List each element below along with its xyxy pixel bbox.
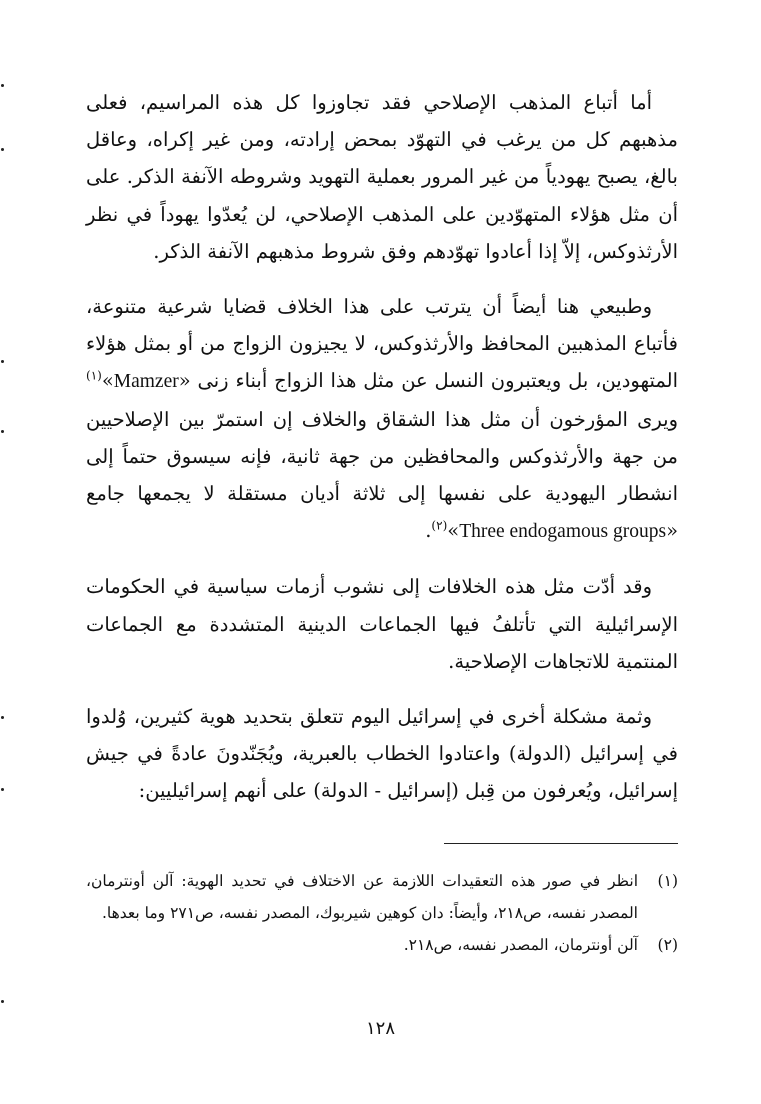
- paragraph: وثمة مشكلة أخرى في إسرائيل اليوم تتعلق بتحديد هوية كثيرين، وُلدوا في إسرائيل (الدولة) واعتادوا الخطاب بالعبرية، ويُجَنّدونَ عادةً في جيش إسرائيل، ويُعرفون من قِبل (إسرائيل - الدولة) على أنهم إسرائيليين:: [86, 705, 678, 803]
- footnote-divider: [444, 843, 678, 844]
- page-number: ١٢٨: [365, 1018, 395, 1039]
- quote-close: »: [101, 369, 114, 393]
- foreign-term: Mamzer: [113, 371, 179, 393]
- paragraph: أما أتباع المذهب الإصلاحي فقد تجاوزوا كل هذه المراسيم، فعلى مذهبهم كل من يرغب في التهوّد بمحض إرادته، ومن غير إكراه، وعاقل بالغ، يصبح يهودياً من غير المرور بعملية التهويد وشروطه الآنفة الذكر. على أن مثل هؤلاء المتهوّدين على المذهب الإصلاحي، لن يُعدّوا يهوداً في نظر الأرثذوكس، إلاّ إذا أعادوا تهوّدهم وفق شروط مذهبهم الآنفة الذكر.: [86, 91, 678, 263]
- footnote-text: انظر في صور هذه التعقيدات اللازمة عن الاختلاف في تحديد الهوية: آلن أونترمان، المصدر نفسه، ص٢١٨، وأيضاً: دان كوهين شيربوك، المصدر نفسه، ص٢٧١ وما بعدها.: [86, 872, 638, 922]
- scan-mark: [1, 1000, 4, 1003]
- scan-mark: [1, 360, 4, 363]
- footnote-ref: (٢): [431, 518, 448, 533]
- paragraph-end: .: [425, 519, 432, 543]
- quote-close: »: [447, 519, 460, 543]
- paragraph-text: وطبيعي هنا أيضاً أن يترتب على هذا الخلاف قضايا شرعية متنوعة، فأتباع المذهبين المحافظ والأرثذوكس، لا يجيزون الزواج من أو بمثل هؤلاء المتهودين، بل ويعتبرون النسل عن مثل هذا الزواج أبناء زنى «: [86, 295, 678, 393]
- footnote-ref: (١): [86, 368, 102, 383]
- paragraph: وقد أدّت مثل هذه الخلافات إلى نشوب أزمات سياسية في الحكومات الإسرائيلية التي تأتلفُ فيها الجماعات الدينية المتشددة مع الجماعات المنتمية للاتجاهات الإصلاحية.: [86, 575, 678, 673]
- footnote: [86, 865, 678, 929]
- paragraph-text: ويرى المؤرخون أن مثل هذا الشقاق والخلاف إن استمرّ بين الإصلاحيين من جهة والأرثذوكس والمحافظين من جهة ثانية، فإنه سيسوق حتماً إلى انشطار اليهودية على نفسها إلى ثلاثة أديان مستقلة لا يجمعها جامع «: [86, 407, 678, 543]
- scan-mark: [1, 148, 4, 151]
- footnote-text: آلن أونترمان، المصدر نفسه، ص٢١٨.: [403, 936, 638, 954]
- page-body: [86, 84, 678, 810]
- scan-mark: [1, 716, 4, 719]
- scan-mark: [1, 788, 4, 791]
- foreign-term: Three endogamous groups: [459, 521, 667, 543]
- paragraph: [86, 288, 678, 550]
- footnotes: [86, 865, 678, 961]
- footnote: [86, 929, 678, 961]
- footnote-number: (٢): [657, 936, 678, 954]
- footnote-number: (١): [657, 872, 678, 890]
- scan-mark: [1, 430, 4, 433]
- scan-mark: [1, 84, 4, 87]
